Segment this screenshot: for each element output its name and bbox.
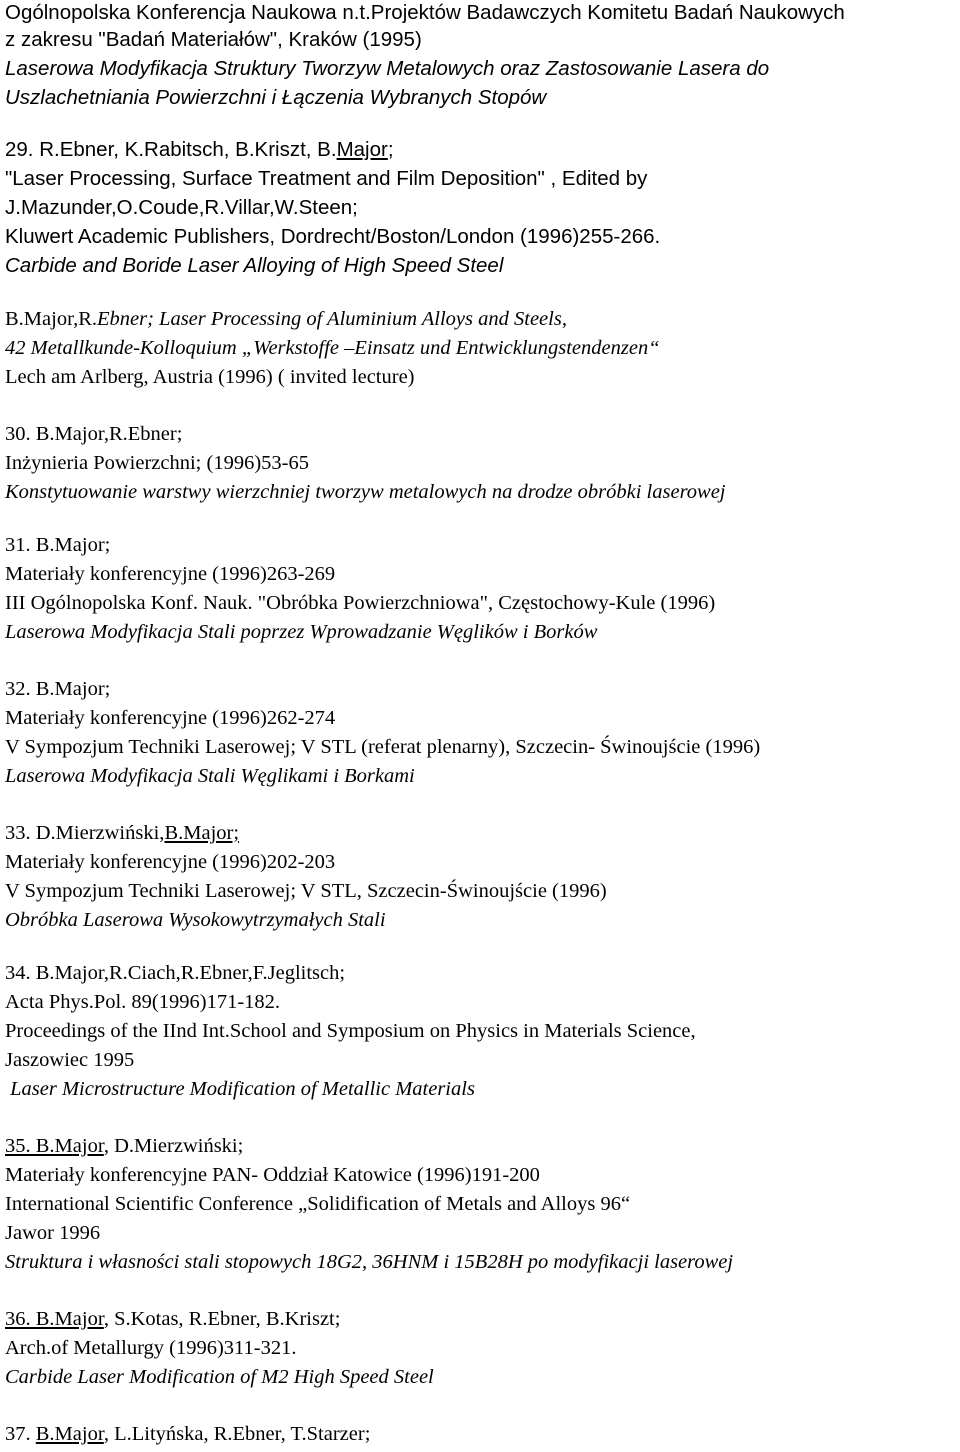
entry-34-title: Laser Microstructure Modification of Metallic Materials bbox=[5, 1078, 475, 1100]
entry-34-journal: Acta Phys.Pol. 89(1996)171-182. bbox=[5, 991, 281, 1013]
entry-32-conference: V Sympozjum Techniki Laserowej; V STL (referat plenarny), Szczecin- Świnoujście (1996) bbox=[5, 736, 761, 758]
entry-29-title: Carbide and Boride Laser Alloying of High Speed Steel bbox=[5, 254, 504, 277]
entry-29-line-3: J.Mazunder,O.Coude,R.Villar,W.Steen; bbox=[5, 196, 358, 219]
entry-31-authors: 31. B.Major; bbox=[5, 534, 111, 556]
entry-37-prefix: 37. bbox=[5, 1423, 36, 1445]
entry-29-line-4: Kluwert Academic Publishers, Dordrecht/Boston/London (1996)255-266. bbox=[5, 225, 661, 248]
entry-31-proceedings: Materiały konferencyjne (1996)263-269 bbox=[5, 563, 336, 585]
entry-35-location: Jawor 1996 bbox=[5, 1222, 101, 1244]
invited-title: Ebner; Laser Processing of Aluminium Alloys and Steels, bbox=[97, 308, 567, 330]
entry-33-proceedings: Materiały konferencyjne (1996)202-203 bbox=[5, 851, 336, 873]
invited-authors-line bbox=[5, 306, 567, 332]
entry-32-title: Laserowa Modyfikacja Stali Węglikami i Borkami bbox=[5, 765, 415, 787]
entry-36-authors bbox=[5, 1306, 340, 1332]
entry-29-line-2: "Laser Processing, Surface Treatment and Film Deposition" , Edited by bbox=[5, 167, 648, 190]
entry-32-proceedings: Materiały konferencyjne (1996)262-274 bbox=[5, 707, 336, 729]
entry-35-proceedings: Materiały konferencyjne PAN- Oddział Katowice (1996)191-200 bbox=[5, 1164, 540, 1186]
entry-33-conference: V Sympozjum Techniki Laserowej; V STL, Szczecin-Świnoujście (1996) bbox=[5, 880, 607, 902]
entry-37-major: B.Major bbox=[35, 1423, 104, 1445]
entry-34-proceedings: Proceedings of the IInd Int.School and Symposium on Physics in Materials Science, bbox=[5, 1020, 696, 1042]
entry-33-authors bbox=[5, 820, 239, 846]
entry-30-journal: Inżynieria Powierzchni; (1996)53-65 bbox=[5, 452, 309, 474]
entry-31-title: Laserowa Modyfikacja Stali poprzez Wprowadzanie Węglików i Borków bbox=[5, 621, 598, 643]
entry-34-authors: 34. B.Major,R.Ciach,R.Ebner,F.Jeglitsch; bbox=[5, 962, 346, 984]
entry-29-suffix: ; bbox=[387, 138, 394, 161]
invited-colloquium: 42 Metallkunde-Kolloquium „Werkstoffe –Einsatz und Entwicklungstendenzen“ bbox=[5, 337, 660, 359]
entry-36-rest: , S.Kotas, R.Ebner, B.Kriszt; bbox=[103, 1308, 341, 1330]
entry-35-authors bbox=[5, 1133, 243, 1159]
invited-authors-prefix: B.Major,R. bbox=[5, 308, 97, 330]
entry-32-authors: 32. B.Major; bbox=[5, 678, 111, 700]
entry-37-authors bbox=[5, 1421, 370, 1447]
entry-29-authors bbox=[5, 137, 394, 163]
entry-30-title: Konstytuowanie warstwy wierzchniej tworzyw metalowych na drodze obróbki laserowej bbox=[5, 481, 726, 503]
entry-36-major: 36. B.Major bbox=[5, 1308, 104, 1330]
conference-title-line: Ogólnopolska Konferencja Naukowa n.t.Projektów Badawczych Komitetu Badań Naukowych bbox=[5, 1, 845, 24]
entry-29-number-authors: 29. R.Ebner, K.Rabitsch, B.Kriszt, B. bbox=[5, 138, 337, 161]
entry-36-title: Carbide Laser Modification of M2 High Speed Steel bbox=[5, 1366, 434, 1388]
entry-35-major: 35. B.Major bbox=[5, 1135, 104, 1157]
entry-33-prefix: 33. D.Mierzwiński, bbox=[5, 822, 165, 844]
entry-36-journal: Arch.of Metallurgy (1996)311-321. bbox=[5, 1337, 297, 1359]
entry-35-title: Struktura i własności stali stopowych 18G2, 36HNM i 15B28H po modyfikacji laserowej bbox=[5, 1251, 734, 1273]
entry-37-rest: , L.Lityńska, R.Ebner, T.Starzer; bbox=[103, 1423, 371, 1445]
entry-31-conference: III Ogólnopolska Konf. Nauk. "Obróbka Powierzchniowa", Częstochowy-Kule (1996) bbox=[5, 592, 716, 614]
entry-33-major: B.Major; bbox=[164, 822, 240, 844]
paper-title-line-1: Laserowa Modyfikacja Struktury Tworzyw Metalowych oraz Zastosowanie Lasera do bbox=[5, 57, 770, 80]
entry-33-title: Obróbka Laserowa Wysokowytrzymałych Stali bbox=[5, 909, 386, 931]
entry-35-rest: , D.Mierzwiński; bbox=[103, 1135, 244, 1157]
conference-subtitle-line: z zakresu "Badań Materiałów", Kraków (1995) bbox=[5, 28, 422, 51]
invited-location: Lech am Arlberg, Austria (1996) ( invited lecture) bbox=[5, 366, 415, 388]
paper-title-line-2: Uszlachetniania Powierzchni i Łączenia Wybranych Stopów bbox=[5, 86, 547, 109]
entry-35-conference: International Scientific Conference „Solidification of Metals and Alloys 96“ bbox=[5, 1193, 631, 1215]
entry-30-authors: 30. B.Major,R.Ebner; bbox=[5, 423, 183, 445]
entry-29-major: Major bbox=[336, 138, 388, 161]
entry-34-location: Jaszowiec 1995 bbox=[5, 1049, 135, 1071]
